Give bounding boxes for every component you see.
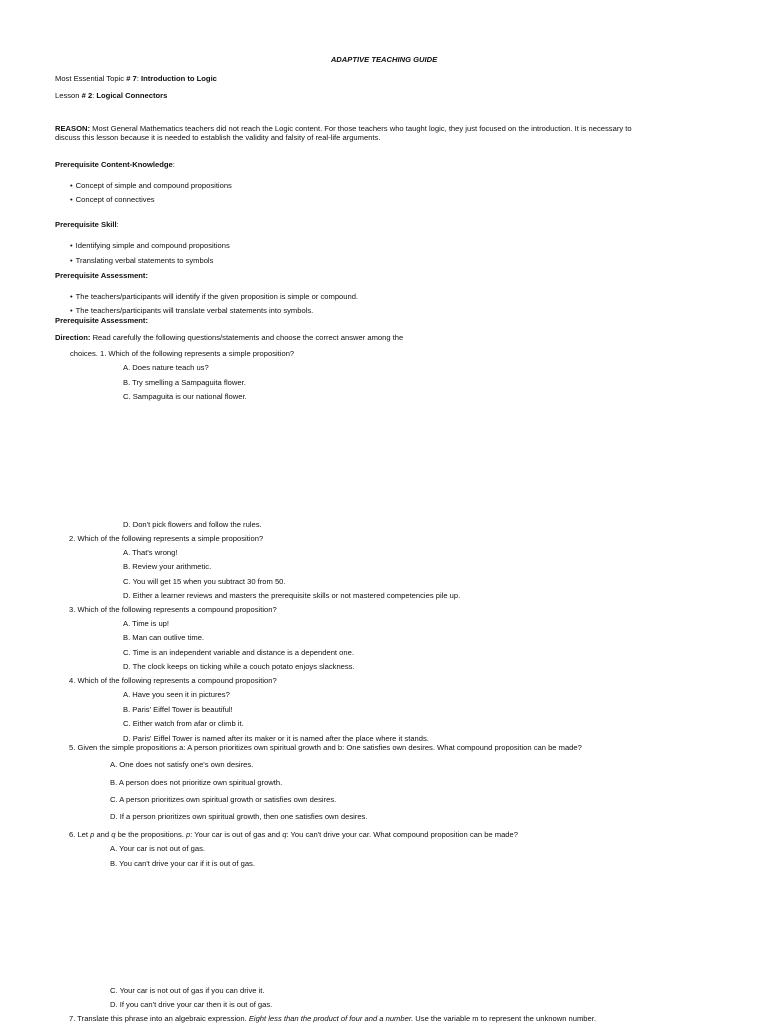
direction-line — [55, 333, 403, 342]
question-text — [69, 1014, 596, 1023]
lesson-colon: : — [92, 91, 97, 100]
reason-label: REASON: — [55, 124, 91, 133]
answer-option: C. Your car is not out of gas if you can drive it. — [110, 986, 265, 995]
question-text: 4. Which of the following represents a compound proposition? — [69, 676, 277, 685]
answer-option: B. Paris' Eiffel Tower is beautiful! — [123, 705, 233, 714]
lesson-line — [55, 91, 167, 100]
variable-q: q — [111, 830, 116, 839]
question-text: 5. Given the simple propositions a: A person prioritizes own spiritual growth and b: One satisfies own desires. What compound proposition can be made? — [69, 743, 582, 752]
answer-option: C. You will get 15 when you subtract 30 from 50. — [123, 577, 286, 586]
answer-option: C. Either watch from afar or climb it. — [123, 719, 244, 728]
question-text: 3. Which of the following represents a compound proposition? — [69, 605, 277, 614]
direction-text: Read carefully the following questions/statements and choose the correct answer among the — [90, 333, 404, 342]
answer-option: C. Time is an independent variable and distance is a dependent one. — [123, 648, 354, 657]
question-text — [69, 830, 518, 839]
answer-option: D. Don't pick flowers and follow the rules. — [123, 520, 262, 529]
assessment-heading-2: Prerequisite Assessment: — [55, 316, 148, 325]
topic-colon: : — [136, 74, 141, 83]
answer-option: A. That's wrong! — [123, 548, 178, 557]
question-1-line — [70, 349, 294, 358]
direction-continuation: choices. — [70, 349, 98, 358]
lesson-prefix: Lesson — [55, 91, 82, 100]
q7-pre: 7. Translate this phrase into an algebraic expression. — [69, 1014, 249, 1023]
answer-option: B. Review your arithmetic. — [123, 562, 212, 571]
question-text: 2. Which of the following represents a simple proposition? — [69, 534, 264, 543]
q7-post: Use the variable m to represent the unknown number. — [413, 1014, 596, 1023]
answer-option: C. A person prioritizes own spiritual growth or satisfies own desires. — [110, 795, 337, 804]
answer-option: B. Man can outlive time. — [123, 633, 205, 642]
content-knowledge-heading-text: Prerequisite Content-Knowledge — [55, 160, 173, 169]
answer-option: A. Time is up! — [123, 619, 169, 628]
skill-heading-text: Prerequisite Skill — [55, 220, 117, 229]
assessment-heading: Prerequisite Assessment: — [55, 271, 148, 280]
answer-option: D. Paris' Eiffel Tower is named after its maker or it is named after the place where it stands. — [123, 734, 429, 743]
topic-prefix: Most Essential Topic — [55, 74, 127, 83]
skill-heading — [55, 220, 119, 229]
q6-pre: 6. Let — [69, 830, 91, 839]
q6-and: and — [94, 830, 112, 839]
question-text: 1. Which of the following represents a simple proposition? — [99, 349, 295, 358]
document-title: ADAPTIVE TEACHING GUIDE — [330, 55, 438, 64]
answer-option: D. If you can't drive your car then it is out of gas. — [110, 1000, 273, 1009]
answer-option: B. You can't drive your car if it is out of gas. — [110, 859, 255, 868]
list-item: • Translating verbal statements to symbols — [70, 256, 213, 265]
answer-option: D. The clock keeps on ticking while a couch potato enjoys slackness. — [123, 662, 355, 671]
topic-value: Introduction to Logic — [140, 74, 217, 83]
topic-line — [55, 74, 217, 83]
answer-option: D. Either a learner reviews and masters the prerequisite skills or not mastered competencies pile up. — [123, 591, 461, 600]
list-item: • The teachers/participants will translate verbal statements into symbols. — [70, 306, 313, 315]
q6-mid2: : Your car is out of gas and — [190, 830, 283, 839]
answer-option: A. Have you seen it in pictures? — [123, 690, 230, 699]
q6-post: : You can't drive your car. What compound proposition can be made? — [286, 830, 518, 839]
content-knowledge-heading-colon: : — [172, 160, 175, 169]
variable-p: p — [90, 830, 95, 839]
skill-heading-colon: : — [116, 220, 119, 229]
answer-option: A. One does not satisfy one's own desires. — [110, 760, 254, 769]
variable-p: p — [185, 830, 191, 839]
answer-option: C. Sampaguita is our national flower. — [123, 392, 247, 401]
answer-option: A. Does nature teach us? — [123, 363, 209, 372]
answer-option: A. Your car is not out of gas. — [110, 844, 205, 853]
reason-paragraph — [55, 124, 655, 142]
list-item: • Concept of simple and compound propositions — [70, 181, 232, 190]
answer-option: D. If a person prioritizes own spiritual growth, then one satisfies own desires. — [110, 812, 368, 821]
q7-phrase: Eight less than the product of four and a number. — [248, 1014, 414, 1023]
list-item: • The teachers/participants will identify if the given proposition is simple or compound. — [70, 292, 358, 301]
direction-label: Direction: — [55, 333, 91, 342]
variable-q: q — [282, 830, 287, 839]
q6-mid: be the propositions. — [115, 830, 186, 839]
lesson-number: # 2 — [81, 91, 93, 100]
list-item: • Concept of connectives — [70, 195, 155, 204]
reason-text: Most General Mathematics teachers did not reach the Logic content. For those teachers who taught logic, they just focused on the introduction. It is necessary to discuss this lesson because it is needed to establish the validity and falsity of real-life arguments. — [55, 124, 632, 143]
answer-option: B. Try smelling a Sampaguita flower. — [123, 378, 246, 387]
lesson-value: Logical Connectors — [96, 91, 168, 100]
list-item: • Identifying simple and compound propositions — [70, 241, 230, 250]
topic-number: # 7 — [126, 74, 137, 83]
content-knowledge-heading — [55, 160, 175, 169]
answer-option: B. A person does not prioritize own spiritual growth. — [110, 778, 283, 787]
